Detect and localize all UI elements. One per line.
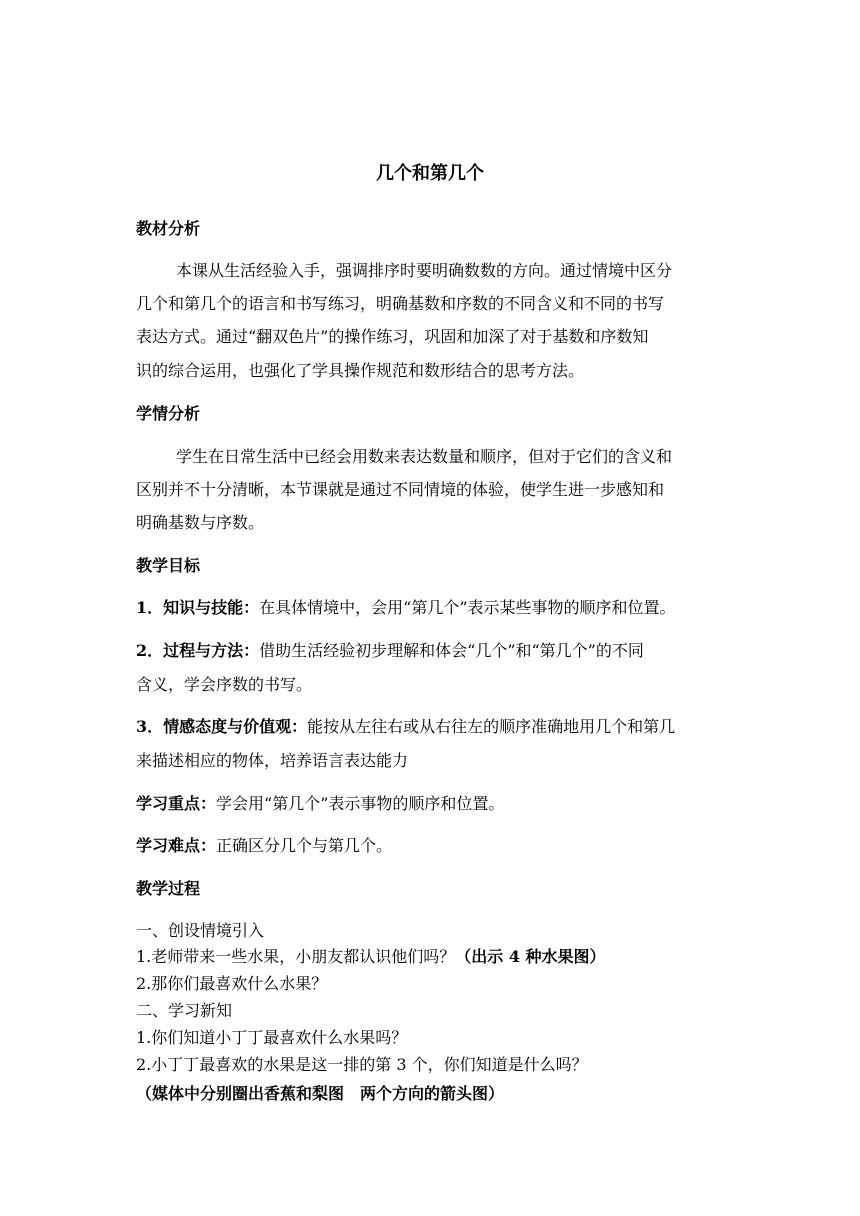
- key-point-text: 学会用“第几个”表示事物的顺序和位置。: [216, 794, 505, 813]
- section-heading-teaching-goals: 教学目标: [136, 556, 201, 575]
- process-step-note: （媒体中分别圈出香蕉和梨图 两个方向的箭头图）: [136, 1084, 505, 1103]
- section-heading-teaching-process: 教学过程: [136, 879, 201, 898]
- difficult-point: [136, 836, 392, 856]
- difficult-point-label: 学习难点：: [136, 836, 217, 855]
- process-step: [136, 947, 606, 967]
- paragraph-line: 区别并不十分清晰，本节课就是通过不同情境的体验，使学生进一步感知和: [136, 480, 665, 499]
- paragraph-line: 几个和第几个的语言和书写练习，明确基数和序数的不同含义和不同的书写: [136, 294, 665, 313]
- process-step-heading: 二、学习新知: [136, 1001, 233, 1020]
- paragraph-line: 学生在日常生活中已经会用数来表达数量和顺序，但对于它们的含义和: [176, 447, 673, 466]
- difficult-point-text: 正确区分几个与第几个。: [216, 836, 393, 855]
- section-heading-textbook-analysis: 教材分析: [136, 219, 201, 238]
- process-step-note: （出示 4 种水果图）: [455, 947, 606, 966]
- paragraph-line: 本课从生活经验入手，强调排序时要明确数数的方向。通过情境中区分: [176, 261, 673, 280]
- goal-process: [136, 641, 644, 661]
- section-heading-student-analysis: 学情分析: [136, 404, 201, 423]
- process-step: 2.小丁丁最喜欢的水果是这一排的第 3 个，你们知道是什么吗？: [136, 1055, 588, 1074]
- goal-label: 1．知识与技能：: [136, 598, 260, 617]
- goal-text: 能按从左往右或从右往左的顺序准确地用几个和第几: [307, 717, 676, 736]
- paragraph-line: 明确基数与序数。: [136, 513, 265, 532]
- process-step: 1.你们知道小丁丁最喜欢什么水果吗？: [136, 1028, 408, 1047]
- goal-label: 2．过程与方法：: [136, 641, 260, 660]
- process-step-text: 1.老师带来一些水果，小朋友都认识他们吗？: [136, 947, 456, 966]
- process-step-heading: 一、创设情境引入: [136, 921, 265, 940]
- goal-text: 借助生活经验初步理解和体会“几个”和“第几个”的不同: [259, 641, 644, 660]
- goal-attitude: [136, 717, 675, 737]
- paragraph-line: 表达方式。通过“翻双色片”的操作练习，巩固和加深了对于基数和序数知: [136, 327, 649, 346]
- paragraph-line: 识的综合运用，也强化了学具操作规范和数形结合的思考方法。: [136, 361, 585, 380]
- goal-knowledge: [136, 598, 676, 618]
- goal-text: 在具体情境中，会用“第几个”表示某些事物的顺序和位置。: [259, 598, 676, 617]
- goal-text-continued: 来描述相应的物体，培养语言表达能力: [136, 751, 409, 770]
- key-point: [136, 794, 504, 814]
- page-title: 几个和第几个: [376, 163, 484, 184]
- goal-label: 3．情感态度与价值观：: [136, 717, 308, 736]
- goal-text-continued: 含义，学会序数的书写。: [136, 675, 313, 694]
- key-point-label: 学习重点：: [136, 794, 217, 813]
- process-step: 2.那你们最喜欢什么水果？: [136, 974, 328, 993]
